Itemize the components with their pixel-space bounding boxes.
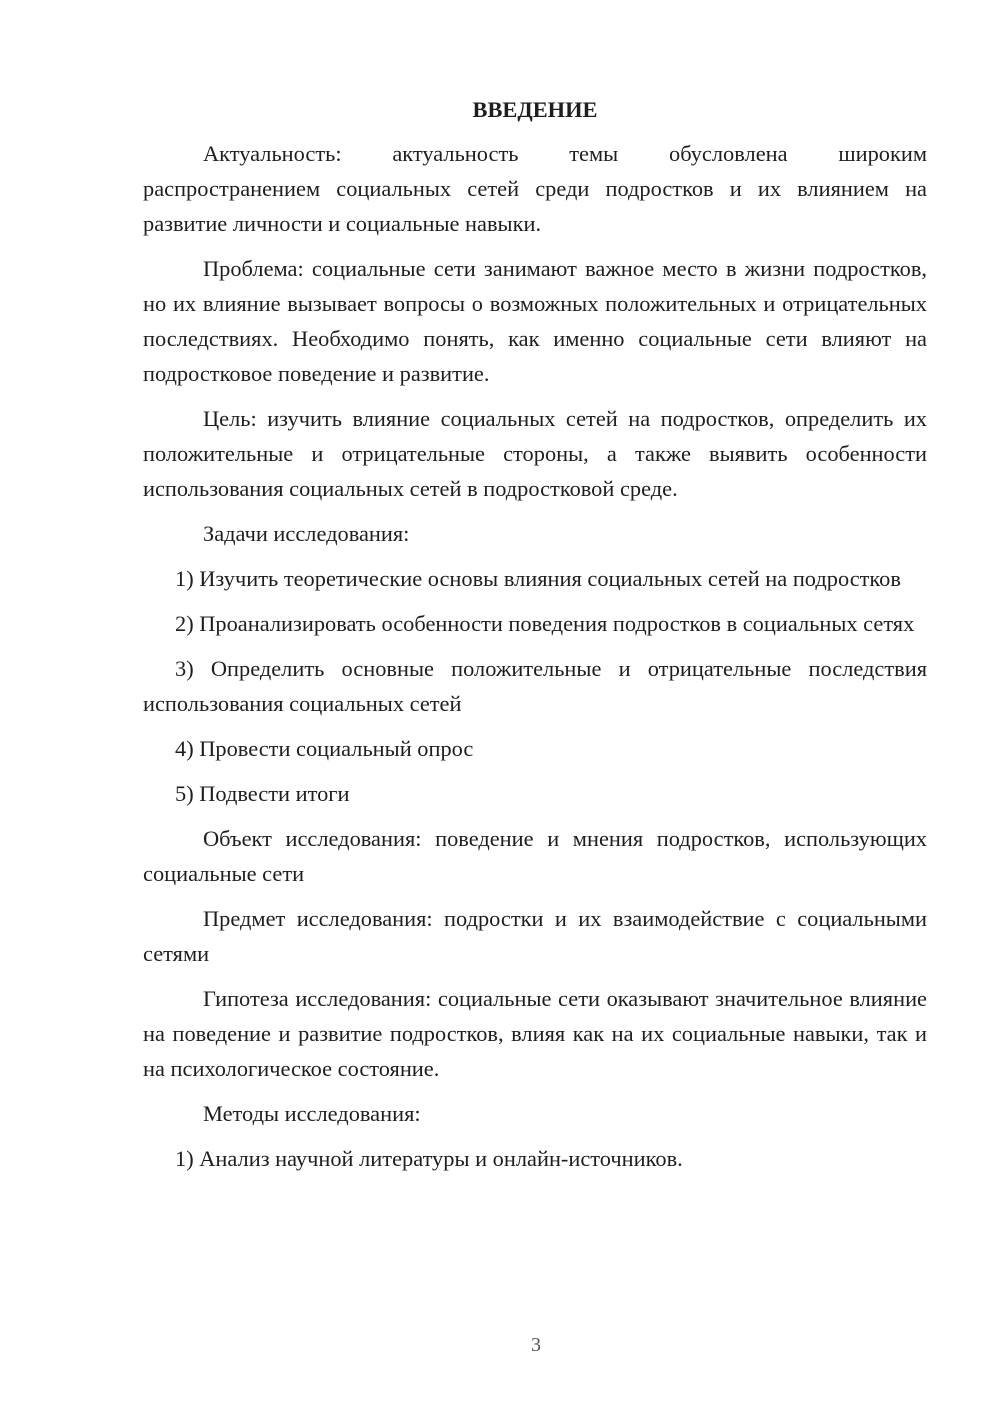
- method-item-1: 1) Анализ научной литературы и онлайн-источников.: [175, 1146, 683, 1171]
- paragraph-tasks-title: Задачи исследования:: [203, 521, 410, 546]
- paragraph-methods-title: Методы исследования:: [203, 1101, 421, 1126]
- paragraph-goal: Цель: изучить влияние социальных сетей на подростков, определить их положительные и отрицательные стороны, а также выявить особенности использования социальных сетей в подростковой среде.: [143, 406, 927, 501]
- paragraph-hypothesis: Гипотеза исследования: социальные сети оказывают значительное влияние на поведение и развитие подростков, влияя как на их социальные навыки, так и на психологическое состояние.: [143, 986, 927, 1081]
- section-heading: ВВЕДЕНИЕ: [472, 97, 598, 122]
- task-item-4: 4) Провести социальный опрос: [175, 736, 474, 761]
- page-number: 3: [531, 1334, 541, 1356]
- task-item-1: 1) Изучить теоретические основы влияния социальных сетей на подростков: [175, 566, 901, 591]
- task-item-3: 3) Определить основные положительные и отрицательные последствия использования социальных сетей: [143, 656, 927, 716]
- paragraph-problem: Проблема: социальные сети занимают важное место в жизни подростков, но их влияние вызывает вопросы о возможных положительных и отрицательных последствиях. Необходимо понять, как именно социальные сети влияют на подростковое поведение и развитие.: [143, 256, 927, 386]
- paragraph-relevance: Актуальность: актуальность темы обусловлена широким распространением социальных сетей среди подростков и их влиянием на развитие личности и социальные навыки.: [143, 141, 927, 236]
- task-item-5: 5) Подвести итоги: [175, 781, 350, 806]
- task-item-2: 2) Проанализировать особенности поведения подростков в социальных сетях: [175, 611, 915, 636]
- paragraph-object: Объект исследования: поведение и мнения подростков, использующих социальные сети: [143, 826, 927, 886]
- paragraph-subject: Предмет исследования: подростки и их взаимодействие с социальными сетями: [143, 906, 927, 966]
- page-content: [143, 92, 927, 1186]
